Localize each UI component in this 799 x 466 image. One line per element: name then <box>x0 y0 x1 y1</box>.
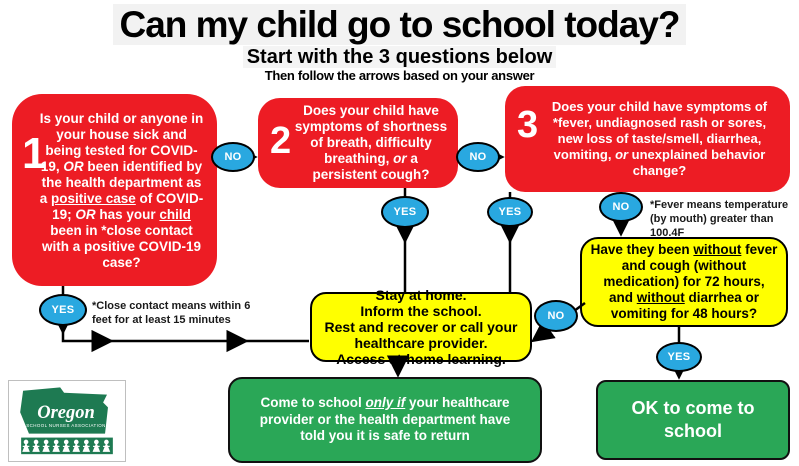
come-if-safe-text: Come to school only if your healthcare provider or the health department have told you it is safe to return <box>259 394 511 444</box>
page-subtitle: Start with the 3 questions below <box>0 46 799 69</box>
oregon-school-nurses-logo <box>8 380 126 462</box>
yes-oval-q3: YES <box>487 197 533 227</box>
stay-home-text: Stay at home. Inform the school. Rest and recover or call your healthcare provider. Access at-home learning. <box>324 286 518 368</box>
ok-to-come-text: OK to come to school <box>631 397 755 441</box>
question-1-box <box>12 94 217 286</box>
logo-org-name: SCHOOL NURSES ASSOCIATION <box>26 422 106 428</box>
question-2-text: Does your child have symptoms of shortness of breath, difficulty breathing, or a persistent cough? <box>294 102 448 183</box>
logo-state-name: Oregon <box>37 402 95 424</box>
question-3-box <box>505 86 790 192</box>
without-fever-box <box>580 237 788 327</box>
stay-home-box <box>310 286 532 368</box>
close-contact-footnote: *Close contact means within 6 feet for at least 15 minutes <box>92 300 251 326</box>
question-2-number: 2 <box>270 120 292 162</box>
yes-oval-q2: YES <box>381 196 429 228</box>
question-3-text: Does your child have symptoms of *fever, undiagnosed rash or sores, new loss of taste/smell, diarrhea, vomiting, or unexplained behavior change? <box>551 99 768 178</box>
question-1-number: 1 <box>22 129 47 178</box>
yes-oval-without-fever: YES <box>656 342 702 372</box>
people-row-icon <box>23 440 110 451</box>
page-title: Can my child go to school today? <box>0 4 799 46</box>
yes-oval-q1: YES <box>39 294 87 326</box>
page-tagline: Then follow the arrows based on your answer <box>264 68 535 83</box>
ok-to-come-box <box>596 380 790 460</box>
question-3-number: 3 <box>517 104 539 146</box>
come-if-safe-box <box>228 377 542 463</box>
without-fever-text: Have they been without fever and cough (without medication) for 72 hours, and without diarrhea or vomiting for 48 hours? <box>590 241 778 322</box>
question-1-text: Is your child or anyone in your house sick and being tested for COVID-19, OR been identified by the health department as a positive case of COVID-19; OR has your child been in *close contact with a positive COVID-19 case? <box>39 111 204 270</box>
no-oval-q2: NO <box>456 142 500 172</box>
fever-footnote: *Fever means temperature (by mouth) greater than 100.4F <box>650 199 789 239</box>
no-oval-q3: NO <box>599 192 643 222</box>
no-oval-q1: NO <box>211 142 255 172</box>
no-oval-without-fever: NO <box>534 300 578 332</box>
